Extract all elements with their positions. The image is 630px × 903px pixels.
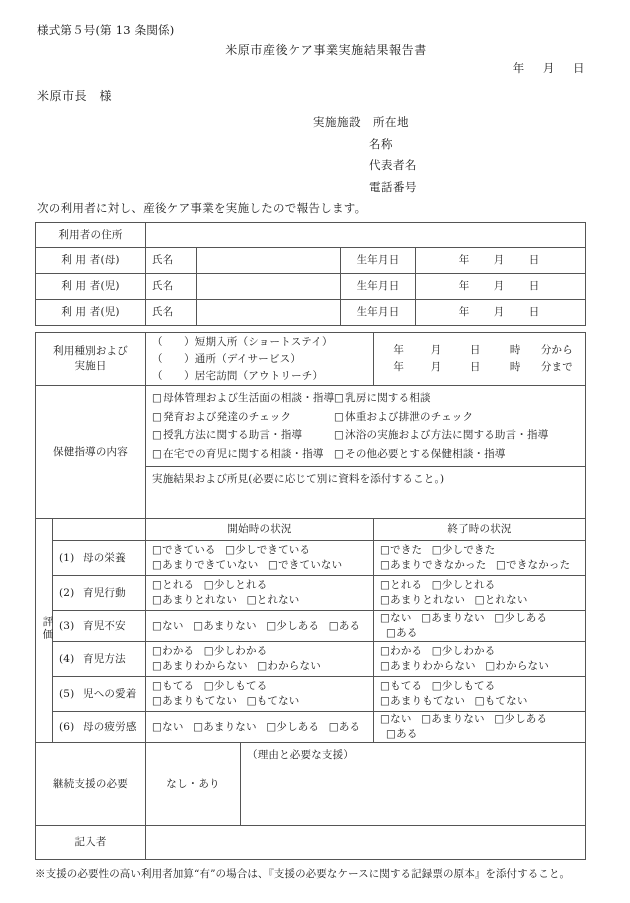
- table-row-address: [36, 223, 586, 248]
- datetime-year: 年: [393, 361, 405, 373]
- evaluation-start-options[interactable]: [146, 541, 374, 576]
- user-name-label: 氏名: [146, 248, 197, 274]
- evaluation-option[interactable]: □ あまりとれない: [380, 594, 465, 606]
- user-birth-label: 生年月日: [341, 274, 416, 300]
- table-row-support: [36, 743, 586, 826]
- evaluation-option-line: [152, 558, 367, 573]
- guidance-checkbox[interactable]: □ 母体管理および生活面の相談・指導: [152, 390, 334, 407]
- evaluation-item-name: 母の疲労感: [83, 720, 137, 733]
- guidance-checkbox[interactable]: □ 発育および発達のチェック: [152, 409, 334, 426]
- user-birth-value[interactable]: [416, 300, 586, 326]
- evaluation-label-text: 評価: [41, 615, 54, 641]
- submission-date: [513, 60, 585, 76]
- evaluation-option-line: [380, 558, 579, 573]
- evaluation-option-line: [152, 694, 367, 709]
- table-row: [36, 248, 586, 274]
- user-birth-label: 生年月日: [341, 300, 416, 326]
- service-datetime-to[interactable]: [380, 359, 579, 376]
- evaluation-item-title: [53, 712, 146, 743]
- guidance-checkbox[interactable]: □ 在宅での育児に関する相談・指導: [152, 446, 334, 463]
- table-row: [36, 274, 586, 300]
- evaluation-option[interactable]: □ 少しできている: [225, 544, 310, 556]
- table-row-evaluation: [36, 576, 586, 611]
- evaluation-end-options[interactable]: [374, 576, 586, 611]
- evaluation-option[interactable]: □ できている: [152, 544, 216, 556]
- evaluation-option[interactable]: □ わかる: [152, 645, 194, 657]
- submission-date-day: 日: [573, 61, 585, 75]
- evaluation-item-name: 母の栄養: [83, 551, 126, 564]
- evaluation-option-line: [152, 679, 367, 694]
- service-type-label: [36, 333, 146, 386]
- birth-year: 年: [458, 280, 473, 292]
- evaluation-option[interactable]: □ とれない: [475, 594, 528, 606]
- datetime-hour: 時: [509, 344, 521, 356]
- facility-block: [313, 112, 417, 198]
- user-role-label: 利 用 者(児): [36, 300, 146, 326]
- birth-day: 日: [528, 254, 543, 266]
- datetime-month: 月: [430, 344, 442, 356]
- evaluation-option[interactable]: □ ない: [380, 612, 412, 624]
- evaluation-start-options[interactable]: [146, 576, 374, 611]
- user-address-value[interactable]: [146, 223, 586, 248]
- evaluation-option[interactable]: □ 少しとれる: [204, 579, 268, 591]
- evaluation-option-line: [380, 659, 579, 674]
- evaluation-option[interactable]: □ 少しわかる: [432, 645, 496, 657]
- evaluation-option[interactable]: □ わかる: [380, 645, 422, 657]
- service-type-option[interactable]: （ ）通所（デイサービス）: [152, 352, 302, 365]
- service-type-label-line2: 実施日: [74, 360, 107, 372]
- submission-date-month: 月: [542, 61, 555, 75]
- birth-day: 日: [528, 280, 543, 292]
- evaluation-item-name: 育児行動: [83, 586, 126, 599]
- guidance-checkbox-group[interactable]: [146, 386, 586, 467]
- guidance-checkbox[interactable]: □ 体重および排泄のチェック: [334, 409, 579, 426]
- evaluation-item-no: (5): [59, 687, 75, 700]
- evaluation-option[interactable]: □ あまりない: [421, 713, 485, 725]
- facility-name-label: 名称: [369, 136, 393, 151]
- evaluation-option[interactable]: □ 少しある: [266, 620, 319, 632]
- evaluation-item-name: 児への愛着: [83, 687, 137, 700]
- table-row-evaluation: [36, 611, 586, 642]
- evaluation-start-options[interactable]: [146, 677, 374, 712]
- form-number: 様式第５号(第 13 条関係): [37, 23, 175, 37]
- evaluation-start-options[interactable]: [146, 712, 374, 743]
- evaluation-option-line: [380, 694, 579, 709]
- birth-month: 月: [493, 280, 508, 292]
- evaluation-option[interactable]: □ わからない: [485, 660, 549, 672]
- evaluation-item-title: [53, 541, 146, 576]
- result-findings-cell[interactable]: [146, 467, 586, 519]
- guidance-label: 保健指導の内容: [36, 386, 146, 519]
- birth-month: 月: [493, 254, 508, 266]
- user-birth-value[interactable]: [416, 274, 586, 300]
- user-info-table: [35, 222, 586, 326]
- evaluation-option[interactable]: □ もてる: [380, 680, 422, 692]
- evaluation-item-name: 育児不安: [83, 619, 126, 632]
- evaluation-start-options[interactable]: [146, 642, 374, 677]
- evaluation-option[interactable]: □ できた: [380, 544, 422, 556]
- datetime-month: 月: [430, 361, 442, 373]
- evaluation-option[interactable]: □ できなかった: [496, 559, 570, 571]
- evaluation-option-line: [152, 578, 367, 593]
- evaluation-end-options[interactable]: [374, 677, 586, 712]
- main-body-table: [35, 332, 586, 860]
- evaluation-option[interactable]: □ 少しある: [266, 721, 319, 733]
- table-row-evaluation: [36, 541, 586, 576]
- page-title: 米原市産後ケア事業実施結果報告書: [225, 43, 427, 57]
- support-reason-cell[interactable]: [241, 743, 586, 826]
- evaluation-option[interactable]: □ 少しある: [494, 612, 547, 624]
- evaluation-option[interactable]: □ 少しできた: [432, 544, 496, 556]
- evaluation-option[interactable]: □ ある: [329, 620, 361, 632]
- evaluation-option-line: [152, 543, 367, 558]
- user-birth-label: 生年月日: [341, 248, 416, 274]
- evaluation-option[interactable]: □ とれる: [152, 579, 194, 591]
- evaluation-option[interactable]: □ あまりもてない: [152, 695, 237, 707]
- user-birth-value[interactable]: [416, 248, 586, 274]
- service-datetime-from[interactable]: [380, 342, 579, 359]
- evaluation-option[interactable]: □ 少しもてる: [432, 680, 496, 692]
- datetime-day: 日: [469, 344, 481, 356]
- service-type-options[interactable]: [146, 333, 374, 386]
- evaluation-option[interactable]: □ ある: [386, 627, 418, 639]
- evaluation-option[interactable]: □ ある: [329, 721, 361, 733]
- addressee: 米原市長 様: [37, 89, 113, 103]
- evaluation-option[interactable]: □ ない: [380, 713, 412, 725]
- evaluation-item-no: (4): [59, 652, 75, 665]
- evaluation-option-line: [380, 644, 579, 659]
- evaluation-option[interactable]: □ あまりできていない: [152, 559, 258, 571]
- user-name-value[interactable]: [197, 300, 341, 326]
- intro-text: 次の利用者に対し、産後ケア事業を実施したので報告します。: [37, 201, 367, 215]
- datetime-hour: 時: [509, 361, 521, 373]
- evaluation-option-line: [380, 578, 579, 593]
- evaluation-option[interactable]: □ とれない: [247, 594, 300, 606]
- guidance-checkbox[interactable]: □ 沐浴の実施および方法に関する助言・指導: [334, 427, 579, 444]
- table-row-guidance: [36, 386, 586, 467]
- evaluation-option[interactable]: □ もてる: [152, 680, 194, 692]
- footnote: ※支援の必要性の高い利用者加算“有”の場合は、『支援の必要なケースに関する記録票の原本』を添付すること。: [35, 868, 571, 880]
- birth-year: 年: [458, 254, 473, 266]
- evaluation-option[interactable]: □ わからない: [257, 660, 321, 672]
- table-row-evaluation: [36, 677, 586, 712]
- writer-label: 記入者: [36, 826, 146, 860]
- evaluation-option[interactable]: □ 少しある: [494, 713, 547, 725]
- evaluation-start-options[interactable]: [146, 611, 374, 642]
- evaluation-option[interactable]: □ あまりない: [421, 612, 485, 624]
- table-row-service-type: [36, 333, 586, 386]
- evaluation-option[interactable]: □ とれる: [380, 579, 422, 591]
- evaluation-option[interactable]: □ あまりない: [193, 620, 257, 632]
- evaluation-option[interactable]: □ あまりわからない: [380, 660, 476, 672]
- user-name-value[interactable]: [197, 274, 341, 300]
- evaluation-item-title: [53, 642, 146, 677]
- evaluation-option-line: [380, 543, 579, 558]
- datetime-from-suffix: 分から: [540, 344, 573, 356]
- evaluation-option[interactable]: □ 少しもてる: [204, 680, 268, 692]
- datetime-year: 年: [393, 344, 405, 356]
- datetime-to-suffix: 分まで: [540, 361, 573, 373]
- support-reason-label: （理由と必要な支援）: [247, 749, 354, 761]
- evaluation-option-line: [152, 644, 367, 659]
- guidance-checkbox-grid: [152, 386, 579, 466]
- user-name-value[interactable]: [197, 248, 341, 274]
- evaluation-end-options[interactable]: [374, 712, 586, 743]
- submission-date-year: 年: [512, 61, 525, 75]
- user-name-label: 氏名: [146, 274, 197, 300]
- evaluation-option[interactable]: □ 少しとれる: [432, 579, 496, 591]
- service-datetime[interactable]: [374, 333, 586, 386]
- evaluation-item-no: (1): [59, 551, 75, 564]
- evaluation-option[interactable]: □ ある: [386, 728, 418, 740]
- evaluation-corner-cell: [53, 519, 146, 541]
- evaluation-end-options[interactable]: [374, 642, 586, 677]
- evaluation-option[interactable]: □ あまりもてない: [380, 695, 465, 707]
- evaluation-col-start-header: 開始時の状況: [146, 519, 374, 541]
- evaluation-end-options[interactable]: [374, 541, 586, 576]
- evaluation-item-title: [53, 576, 146, 611]
- evaluation-option[interactable]: □ できていない: [268, 559, 342, 571]
- evaluation-option[interactable]: □ もてない: [475, 695, 528, 707]
- evaluation-option-line: [380, 679, 579, 694]
- evaluation-option[interactable]: □ あまりとれない: [152, 594, 237, 606]
- evaluation-label: [36, 519, 53, 743]
- evaluation-item-no: (6): [59, 720, 75, 733]
- birth-day: 日: [528, 306, 543, 318]
- table-row-writer: [36, 826, 586, 860]
- evaluation-end-options[interactable]: [374, 611, 586, 642]
- evaluation-item-no: (3): [59, 619, 75, 632]
- facility-address-label: 実施施設 所在地: [313, 115, 409, 129]
- evaluation-option[interactable]: □ ない: [152, 721, 184, 733]
- user-address-label: 利用者の住所: [36, 223, 146, 248]
- birth-month: 月: [493, 306, 508, 318]
- writer-value[interactable]: [146, 826, 586, 860]
- guidance-checkbox[interactable]: □ 乳房に関する相談: [334, 390, 579, 407]
- service-type-label-line1: 利用種別および: [53, 345, 128, 357]
- table-row-evaluation: [36, 642, 586, 677]
- service-type-option[interactable]: （ ）居宅訪問（アウトリーチ）: [152, 369, 324, 382]
- evaluation-option-line: [152, 593, 367, 608]
- evaluation-option[interactable]: □ あまりできなかった: [380, 559, 486, 571]
- user-role-label: 利 用 者(母): [36, 248, 146, 274]
- service-type-option[interactable]: （ ）短期入所（ショートステイ）: [152, 335, 333, 348]
- user-role-label: 利 用 者(児): [36, 274, 146, 300]
- evaluation-option-line: [380, 593, 579, 608]
- birth-year: 年: [458, 306, 473, 318]
- user-name-label: 氏名: [146, 300, 197, 326]
- table-row-evaluation: [36, 712, 586, 743]
- datetime-day: 日: [469, 361, 481, 373]
- table-row: [36, 300, 586, 326]
- evaluation-option[interactable]: □ 少しわかる: [204, 645, 268, 657]
- guidance-checkbox[interactable]: □ その他必要とする保健相談・指導: [334, 446, 579, 463]
- facility-representative-label: 代表者名: [369, 158, 417, 172]
- evaluation-option[interactable]: □ あまりない: [193, 721, 257, 733]
- evaluation-option-line: [152, 659, 367, 674]
- guidance-checkbox[interactable]: □ 授乳方法に関する助言・指導: [152, 427, 334, 444]
- result-findings-note: 実施結果および所見(必要に応じて別に資料を添付すること。): [152, 473, 445, 485]
- evaluation-item-name: 育児方法: [83, 652, 126, 665]
- evaluation-item-title: [53, 611, 146, 642]
- facility-phone-label: 電話番号: [369, 179, 417, 194]
- evaluation-option[interactable]: □ あまりわからない: [152, 660, 248, 672]
- evaluation-item-title: [53, 677, 146, 712]
- evaluation-option[interactable]: □ もてない: [247, 695, 300, 707]
- table-row-evaluation-header: [36, 519, 586, 541]
- support-choice[interactable]: なし・あり: [146, 743, 241, 826]
- evaluation-option[interactable]: □ ない: [152, 620, 184, 632]
- support-label: 継続支援の必要: [36, 743, 146, 826]
- evaluation-item-no: (2): [59, 586, 75, 599]
- evaluation-col-end-header: 終了時の状況: [374, 519, 586, 541]
